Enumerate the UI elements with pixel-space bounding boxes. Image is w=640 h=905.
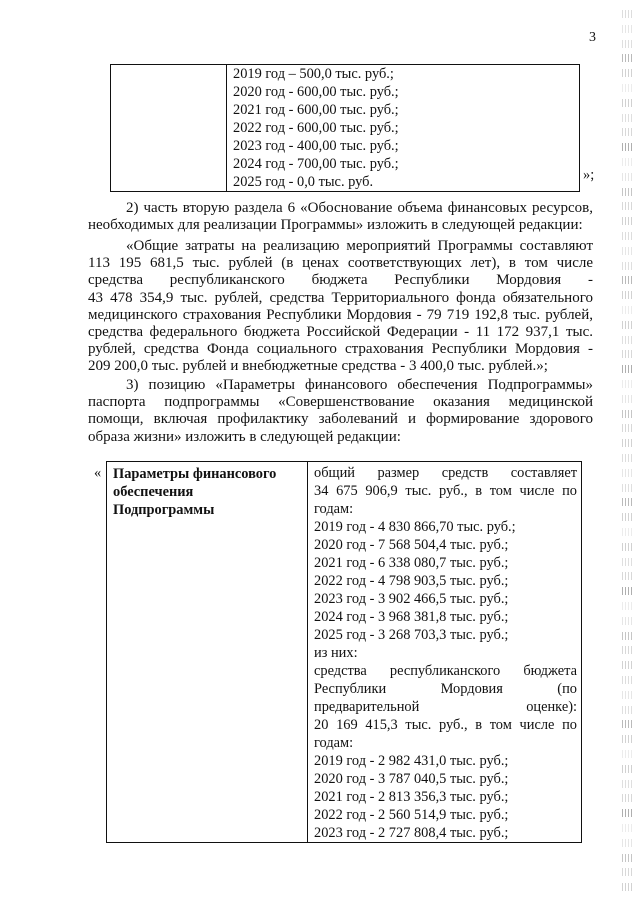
top-table-line: 2021 год - 600,00 тыс. руб.;: [233, 102, 399, 118]
parameter-value-cell: [308, 462, 582, 843]
scan-speckle: [622, 173, 634, 181]
scan-speckle: [622, 128, 634, 136]
scan-speckle: [622, 646, 634, 654]
paragraph-line: необходимых для реализации Программы» изложить в следующей редакции:: [88, 217, 583, 234]
scan-speckle: [622, 883, 634, 891]
scan-speckle: [622, 365, 634, 373]
scan-speckle: [622, 691, 634, 699]
value-line: общий размер средств составляет: [314, 465, 577, 481]
scan-speckle: [622, 543, 634, 551]
parameter-name-line: обеспечения: [113, 484, 194, 500]
value-line: 2024 год - 3 968 381,8 тыс. руб.;: [314, 609, 509, 625]
scan-speckle: [622, 40, 634, 48]
scan-speckle: [622, 380, 634, 388]
scan-speckle: [622, 839, 634, 847]
scan-speckle: [622, 854, 634, 862]
bottom-table-opening-quote: «: [94, 465, 102, 481]
scan-speckle: [622, 824, 634, 832]
scan-speckle: [622, 484, 634, 492]
scan-speckle: [622, 868, 634, 876]
value-line: 2021 год - 2 813 356,3 тыс. руб.;: [314, 789, 509, 805]
top-table-line: 2020 год - 600,00 тыс. руб.;: [233, 84, 399, 100]
scan-speckle: [622, 750, 634, 758]
scan-speckle: [622, 262, 634, 270]
scan-speckle: [622, 143, 634, 151]
value-line: 2023 год - 3 902 466,5 тыс. руб.;: [314, 591, 509, 607]
paragraph-2-intro: [88, 200, 593, 234]
scan-speckle: [622, 602, 634, 610]
scan-speckle: [622, 498, 634, 506]
scan-speckle: [622, 336, 634, 344]
value-line: Республики Мордовия (по: [314, 681, 577, 697]
page-number: 3: [589, 30, 596, 45]
value-line: 34 675 906,9 тыс. руб., в том числе по: [314, 483, 577, 499]
scan-speckle: [622, 661, 634, 669]
scan-speckle: [622, 69, 634, 77]
scan-speckle: [622, 424, 634, 432]
top-table-line: 2023 год - 400,00 тыс. руб.;: [233, 138, 399, 154]
paragraph-line: паспорта подпрограммы «Совершенствование оказания медицинской: [88, 394, 593, 411]
value-line: годам:: [314, 501, 354, 517]
scan-speckle: [622, 706, 634, 714]
scan-speckle: [622, 572, 634, 580]
top-table-line: 2022 год - 600,00 тыс. руб.;: [233, 120, 399, 136]
scan-speckle: [622, 84, 634, 92]
scan-speckle: [622, 780, 634, 788]
paragraph-line: «Общие затраты на реализацию мероприятий Программы составляют: [126, 238, 593, 254]
parameter-name-line: Параметры финансового: [113, 466, 277, 482]
scan-speckle: [622, 410, 634, 418]
scan-speckle: [622, 291, 634, 299]
scan-speckle: [622, 99, 634, 107]
paragraph-line: 2) часть вторую раздела 6 «Обоснование объема финансовых ресурсов,: [126, 200, 593, 216]
scan-speckle: [622, 217, 634, 225]
value-line: 2025 год - 3 268 703,3 тыс. руб.;: [314, 627, 509, 643]
top-table-closing-quote: »;: [583, 167, 595, 183]
top-table-left-cell: [111, 65, 227, 192]
paragraph-line: образа жизни» изложить в следующей редакции:: [88, 428, 401, 445]
scan-speckle: [622, 617, 634, 625]
subprogram-funding-table: [106, 461, 582, 843]
scan-speckle: [622, 350, 634, 358]
scan-speckle: [622, 306, 634, 314]
scan-speckle: [622, 202, 634, 210]
value-line: 2022 год - 2 560 514,9 тыс. руб.;: [314, 807, 509, 823]
paragraph-line: 113 195 681,5 тыс. рублей (в ценах соответствующих лет), в том числе: [88, 255, 593, 272]
scan-speckle: [622, 469, 634, 477]
scan-speckle: [622, 395, 634, 403]
scan-speckle: [622, 513, 634, 521]
parameter-name-line: Подпрограммы: [113, 502, 215, 518]
value-line: предварительной оценке):: [314, 699, 577, 715]
paragraph-line: медицинского страхования Республики Мордовия - 79 719 192,8 тыс. рублей,: [88, 306, 593, 323]
value-line: средства республиканского бюджета: [314, 663, 577, 679]
paragraph-line: средства республиканского бюджета Республики Мордовия -: [88, 272, 593, 289]
paragraph-line: 209 200,0 тыс. рублей и внебюджетные средства - 3 400,0 тыс. рублей.»;: [88, 358, 548, 375]
scan-speckle: [622, 54, 634, 62]
scan-speckle: [622, 25, 634, 33]
scan-speckle: [622, 114, 634, 122]
value-line: 2023 год - 2 727 808,4 тыс. руб.;: [314, 825, 509, 841]
top-table-line: 2019 год – 500,0 тыс. руб.;: [233, 66, 394, 82]
scan-speckle: [622, 232, 634, 240]
top-funding-table: [110, 64, 580, 192]
paragraph-3: [88, 377, 593, 446]
value-line: 2020 год - 3 787 040,5 тыс. руб.;: [314, 771, 509, 787]
top-table-line: 2024 год - 700,00 тыс. руб.;: [233, 156, 399, 172]
value-line: 2022 год - 4 798 903,5 тыс. руб.;: [314, 573, 509, 589]
top-table-line: 2025 год - 0,0 тыс. руб.: [233, 174, 374, 190]
value-line: 2019 год - 4 830 866,70 тыс. руб.;: [314, 519, 516, 535]
scan-speckle: [622, 632, 634, 640]
scan-speckle: [622, 10, 634, 18]
scan-speckle: [622, 558, 634, 566]
top-table-years-cell: [227, 65, 580, 192]
scan-speckle: [622, 247, 634, 255]
scan-speckle: [622, 794, 634, 802]
scan-speckle: [622, 809, 634, 817]
scan-speckle: [622, 188, 634, 196]
value-line: годам:: [314, 735, 354, 751]
scan-speckle: [622, 720, 634, 728]
scan-speckle: [622, 454, 634, 462]
value-line: 2021 год - 6 338 080,7 тыс. руб.;: [314, 555, 509, 571]
scan-speckle: [622, 735, 634, 743]
paragraph-line: 43 478 354,9 тыс. рублей, средства Территориального фонда обязательного: [88, 289, 593, 306]
value-line: 2020 год - 7 568 504,4 тыс. руб.;: [314, 537, 509, 553]
paragraph-line: рублей, средства Фонда социального страхования Республики Мордовия -: [88, 341, 593, 358]
scan-speckle: [622, 321, 634, 329]
value-line: 20 169 415,3 тыс. руб., в том числе по: [314, 717, 577, 733]
scan-speckle: [622, 158, 634, 166]
scan-speckle: [622, 276, 634, 284]
scan-speckle: [622, 587, 634, 595]
scan-speckle: [622, 676, 634, 684]
scan-speckle: [622, 765, 634, 773]
value-line: 2019 год - 2 982 431,0 тыс. руб.;: [314, 753, 509, 769]
paragraph-2-quote: [88, 238, 593, 376]
paragraph-line: средства федерального бюджета Российской Федерации - 11 172 937,1 тыс.: [88, 324, 593, 341]
paragraph-line: помощи, включая профилактику заболеваний и формирование здорового: [88, 411, 593, 428]
scan-speckle: [622, 528, 634, 536]
parameter-name-cell: [107, 462, 308, 843]
paragraph-line: 3) позицию «Параметры финансового обеспечения Подпрограммы»: [126, 377, 593, 393]
value-line: из них:: [314, 645, 358, 661]
scan-speckle: [622, 439, 634, 447]
